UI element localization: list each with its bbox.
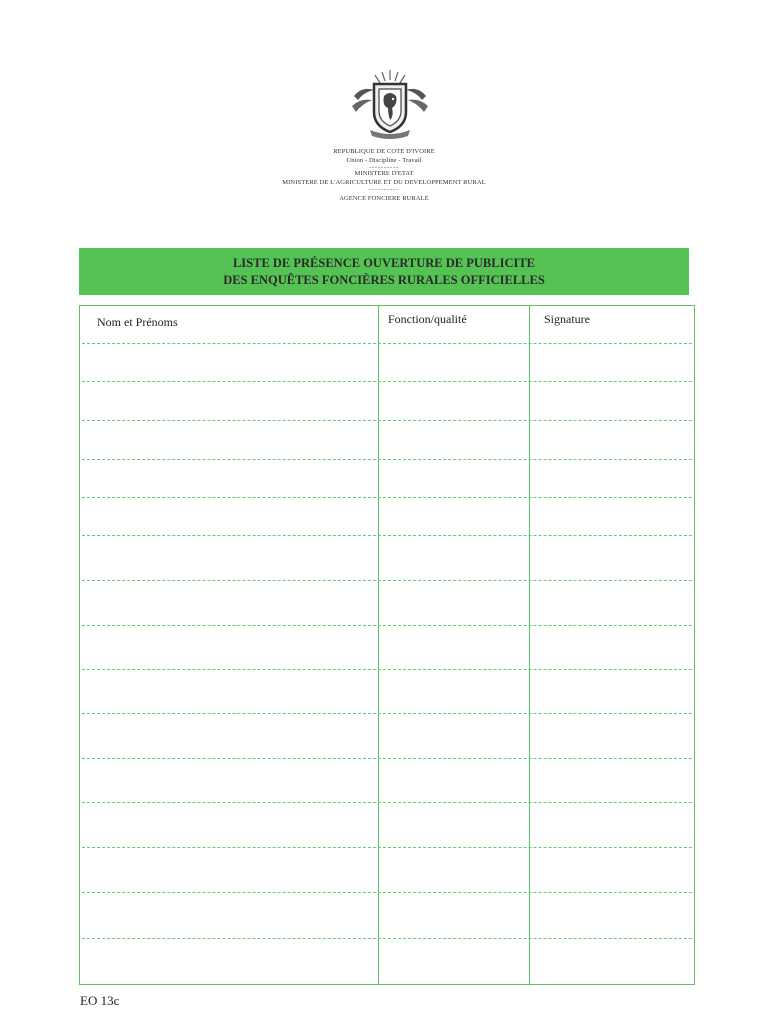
- form-code: EO 13c: [80, 993, 120, 1008]
- table-row: [82, 343, 692, 344]
- title-line-2: DES ENQUÊTES FONCIÈRES RURALES OFFICIELLES: [223, 273, 545, 287]
- column-divider-1: [378, 306, 379, 984]
- attendance-table: [79, 305, 695, 985]
- header-separator: ----------: [369, 165, 399, 171]
- column-header-function: Fonction/qualité: [388, 312, 467, 326]
- column-divider-2: [529, 306, 530, 984]
- table-row: [82, 535, 692, 536]
- table-row: [82, 892, 692, 893]
- national-motto: Union - Discipline - Travail: [346, 157, 422, 164]
- column-header-signature: Signature: [544, 312, 590, 326]
- table-row: [82, 459, 692, 460]
- title-line-1: LISTE DE PRÉSENCE OUVERTURE DE PUBLICITE: [232, 256, 536, 270]
- agency-name: AGENCE FONCIERE RURALE: [339, 195, 429, 202]
- coat-of-arms-icon: [348, 66, 432, 142]
- header-separator-2: ----------: [369, 187, 399, 193]
- table-row: [82, 713, 692, 714]
- table-row: [82, 420, 692, 421]
- republic-name: REPUBLIQUE DE COTE D'IVOIRE: [333, 148, 435, 155]
- table-row: [82, 625, 692, 626]
- table-row: [82, 381, 692, 382]
- table-row: [82, 758, 692, 759]
- ministry-name: MINISTERE DE L'AGRICULTURE ET DU DEVELOPPEMENT RURAL: [282, 179, 486, 186]
- table-row: [82, 669, 692, 670]
- table-row: [82, 847, 692, 848]
- table-row: [82, 497, 692, 498]
- table-row: [82, 580, 692, 581]
- ministry-state: MINISTERE D'ETAT: [354, 170, 414, 177]
- table-row: [82, 802, 692, 803]
- title-banner: [79, 248, 689, 295]
- column-header-name: Nom et Prénoms: [97, 315, 178, 329]
- table-row: [82, 938, 692, 939]
